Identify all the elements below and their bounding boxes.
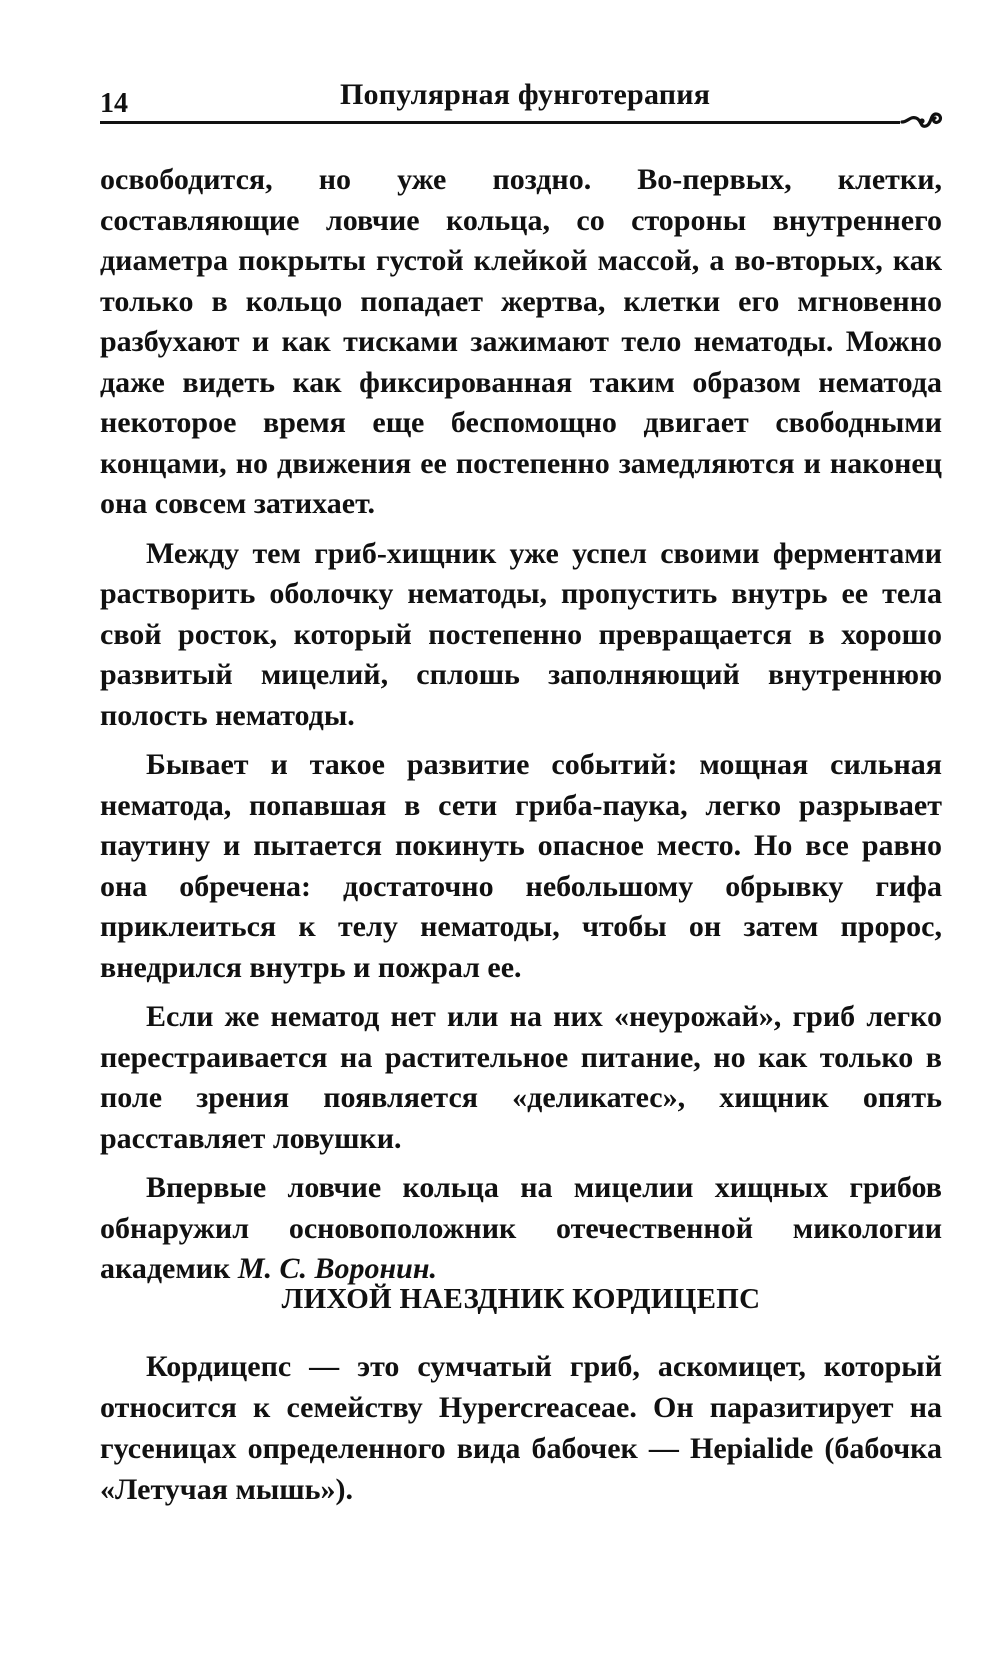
- section-heading: ЛИХОЙ НАЕЗДНИК КОРДИЦЕПС: [281, 1283, 761, 1315]
- running-head: [100, 72, 940, 124]
- header-rule: [100, 121, 900, 124]
- scientist-name: М. С. Воронин.: [237, 1252, 438, 1285]
- paragraph-cordyceps: Кордицепс — это сумчатый гриб, аскомицет, который относится к семейству Hypercreaceae. Он паразитирует на гусеницах определенного вида бабочек — Hepialide (бабочка «Летучая мышь»).: [100, 1350, 942, 1506]
- discovery-text: Впервые ловчие кольца на мицелии хищных грибов обнаружил основоположник отечественной микологии академик: [100, 1171, 942, 1285]
- paragraph-continuation: освободится, но уже поздно. Во-первых, клетки, составляющие ловчие кольца, со стороны внутреннего диаметра покрыты густой клейкой массой, а во-вторых, как только в кольцо попадает жертва, клетки его мгновенно разбухают и как тисками зажимают тело нематоды. Можно даже видеть как фиксированная таким образом нематода некоторое время еще беспомощно двигает свободными концами, но движения ее постепенно замедляются и наконец она совсем затихает.: [100, 163, 942, 520]
- body-text: [100, 160, 942, 1290]
- paragraph-discovery: [100, 1168, 942, 1290]
- paragraph-fungus-predator: Между тем гриб-хищник уже успел своими ферментами растворить оболочку нематоды, пропустить внутрь ее тела свой росток, который постепенно превращается в хорошо развитый мицелий, сплошь заполняющий внутреннюю полость нематоды.: [100, 536, 942, 732]
- running-title: Популярная фунготерапия: [340, 78, 711, 111]
- paragraph-plant-nutrition: Если же нематод нет или на них «неурожай», гриб легко перестраивается на растительное питание, но как только в поле зрения появляется «деликатес», хищник опять расставляет ловушки.: [100, 1000, 942, 1155]
- paragraph-strong-nematode: Бывает и такое развитие событий: мощная сильная нематода, попавшая в сети гриба-паука, легко разрывает паутину и пытается покинуть опасное место. Но все равно она обречена: достаточно небольшому обрывку гифа приклеиться к телу нематоды, чтобы он затем пророс, внедрился внутрь и пожрал ее.: [100, 748, 942, 984]
- scroll-flourish-icon: [900, 106, 944, 130]
- page-number: 14: [100, 88, 128, 119]
- section-text: [100, 1346, 942, 1510]
